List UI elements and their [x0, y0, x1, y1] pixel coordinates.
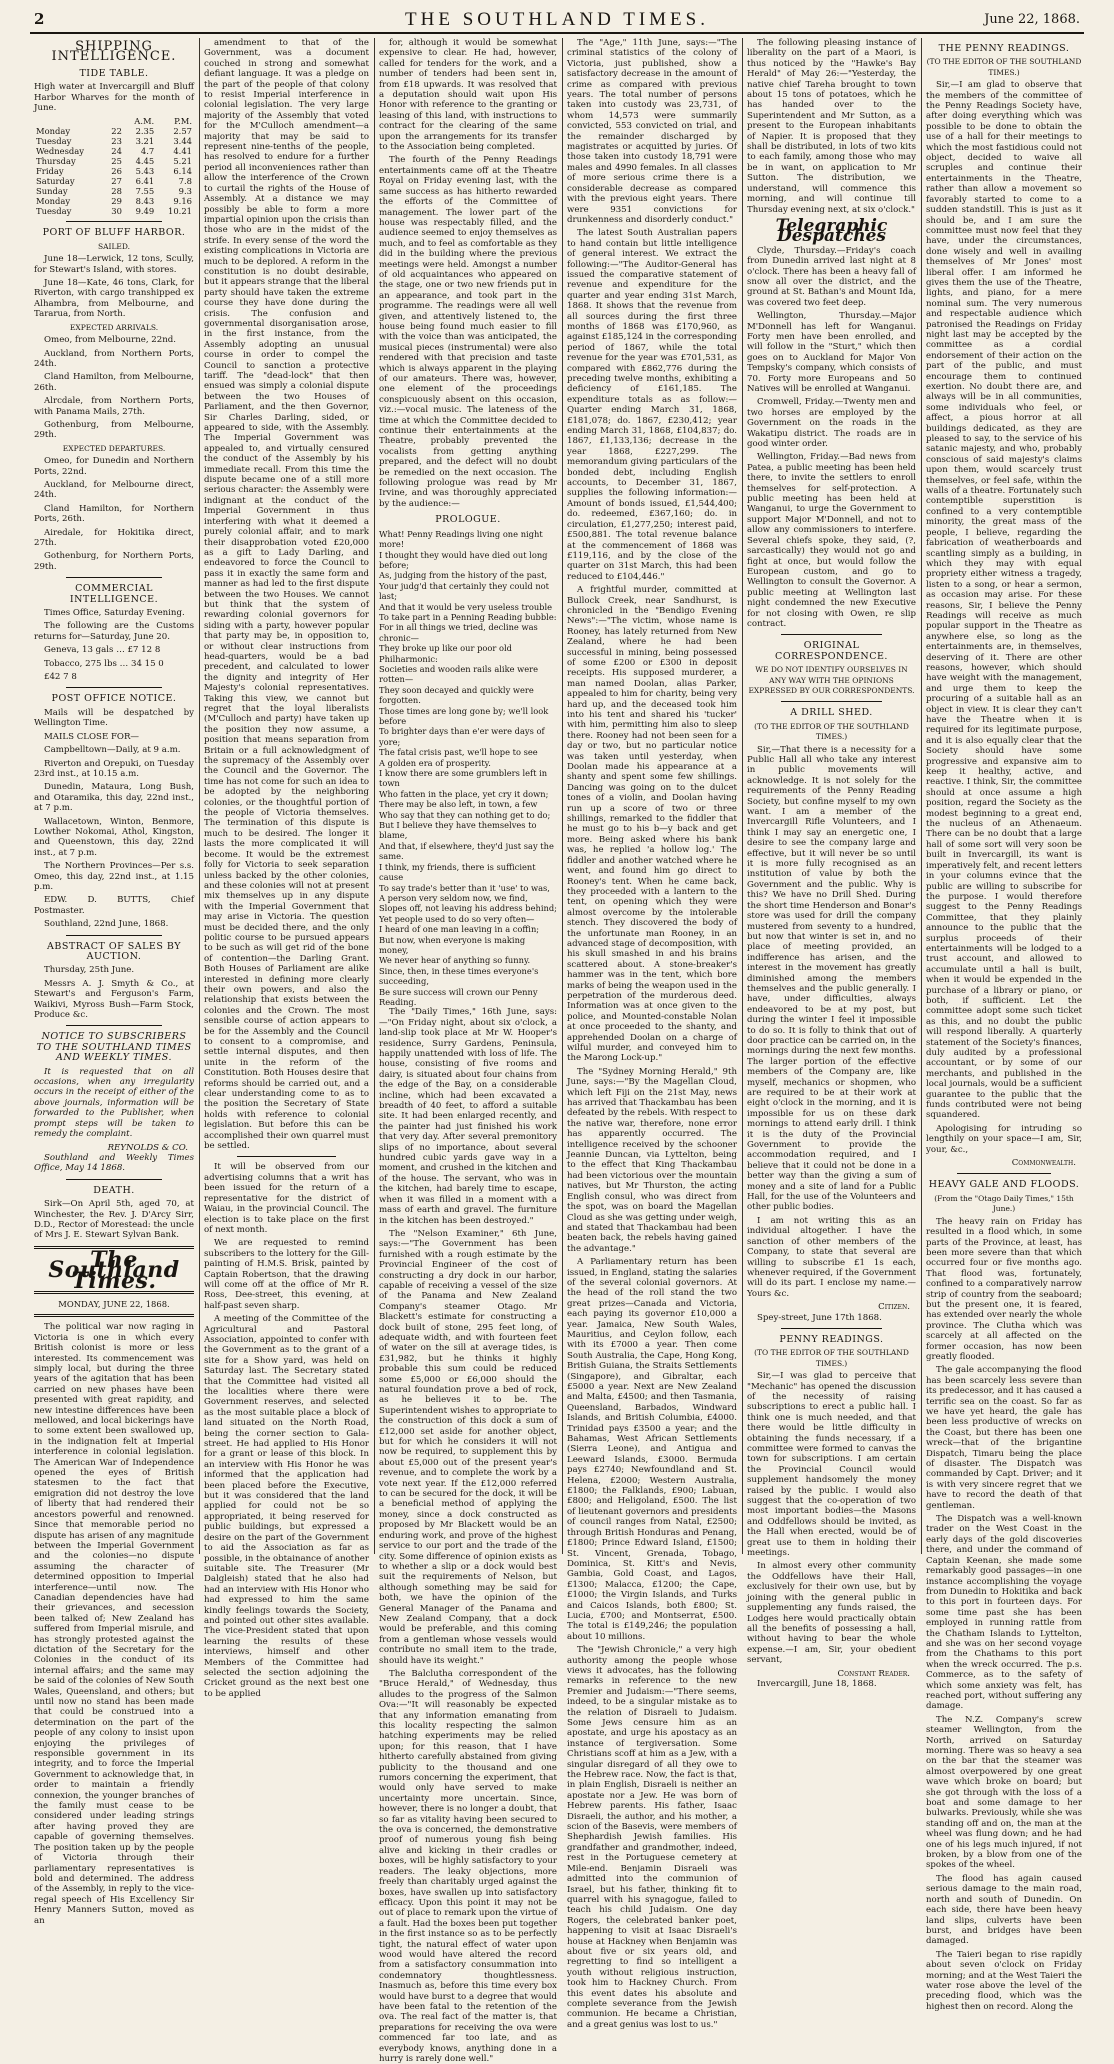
- text-paragraph: They soon decayed and quickly were forgotten.: [379, 684, 534, 706]
- news-extracts-2: [567, 38, 737, 2030]
- text-paragraph: But now, when everyone is making money,: [379, 934, 526, 955]
- tide-cell: 6.14: [173, 166, 192, 177]
- commercial-heading: COMMERCIAL INTELLIGENCE.: [69, 583, 159, 605]
- text-paragraph: EDW. D. BUTTS, Chief Postmaster.: [34, 895, 194, 916]
- tide-cell: Thursday: [36, 156, 76, 167]
- text-paragraph: Alrcdale, from Northern Ports, with Panama Mails, 27th.: [34, 396, 194, 417]
- shipping-heading: SHIPPING INTELLIGENCE.: [51, 39, 177, 65]
- notice-signature: REYNOLDS & CO.: [107, 1142, 188, 1153]
- text-paragraph: Omeo, from Melbourne, 22nd.: [44, 335, 176, 346]
- tide-cell: Wednesday: [36, 146, 84, 157]
- text-paragraph: Apologising for intruding so lengthily on your space—I am, Sir, your, &c.,: [926, 1123, 1082, 1155]
- text-paragraph: June 18—Kate, 46 tons, Clark, for Riverton, with cargo transhipped ex Alhambra, from Melbourne, and Tararua, from North.: [34, 278, 194, 320]
- departures-label: EXPECTED DEPARTURES.: [62, 443, 166, 453]
- text-paragraph: Geneva, 13 gals … £7 12 8: [44, 645, 161, 656]
- drill-to-editor: (TO THE EDITOR OF THE SOUTHLAND TIMES.): [754, 721, 909, 742]
- text-paragraph: I heard of one man leaving in a coffin;: [379, 924, 540, 935]
- text-paragraph: I am not writing this as an individual altogether. I have the sanction of other members of the Company, to state that several are willing to subscribe £1 1s each, whenever required, if the Government will do its part. I enclose my name.—Yours &c.: [747, 1215, 916, 1299]
- tide-column-header: [104, 116, 124, 126]
- drill-shed-heading: A DRILL SHED.: [790, 707, 873, 719]
- tide-table: [34, 116, 194, 216]
- tide-cell: 25: [111, 156, 122, 167]
- tide-cell: 4.7: [140, 146, 155, 157]
- gale-heading: HEAVY GALE AND FLOODS.: [928, 1179, 1080, 1191]
- death-heading: DEATH.: [93, 1184, 135, 1196]
- auction-heading: ABSTRACT OF SALES BY AUCTION.: [47, 940, 181, 962]
- text-paragraph: The Northern Provinces—Per s.s. Omeo, this day, 22nd inst., at 1.15 p.m.: [34, 861, 194, 892]
- tide-cell: Tuesday: [36, 136, 72, 147]
- text-paragraph: Those times are long gone by; we'll look before: [379, 705, 549, 726]
- tide-cell: 3.21: [135, 136, 155, 147]
- text-paragraph: There may be also left, in town, a few: [379, 799, 538, 810]
- text-paragraph: Mails will be despatched by Wellington Time.: [34, 707, 194, 729]
- text-paragraph: Thursday, 25th June.: [44, 965, 135, 976]
- tide-cell: 8.43: [135, 196, 155, 207]
- masthead: [30, 8, 1084, 34]
- tide-cell: 9.3: [178, 186, 192, 197]
- text-paragraph: The latest South Australian papers to hand contain but little intelligence of general interest. We extract the following:—"The Auditor-General has issued the comparative statement of revenue and expenditure for the quarter and year ending 31st March, 1868. It shows that the revenue from all sources during the first three months of 1868 was £170,960, as against £185,124 in the corresponding period of 1867, while the total revenue for the year was £701,531, as compared with £862,776 during the preceding twelve months, exhibiting a deficiency of £161,185. The expenditure totals as as follow:—Quarter ending March 31, 1868, £181,078; do. 1867, £230,412; year ending March 31, 1868, £104,837; do. 1867, £1,133,136; decrease in the year 1868, £227,299. The memorandum giving particulars of the bonded debt, including English accounts, to December 31, 1867, supplies the following information:—Amount of bonds issued, £1,544,400; do. redeemed, £367,160; do. in circulation, £1,277,250; interest paid, £500,881. The total revenue balance at the commencement of 1868 was £119,116, and by the close of the quarter on 31st March, this had been reduced to £104,446.": [567, 228, 737, 582]
- text-paragraph: A meeting of the Committee of the Agricultural and Pastoral Association, appointed to confer with the Government as to the grant of a site for a Show yard, was held on Saturday last. The Secretary stated that the Committee had visited all the localities where there were Government reserves, and selected as the most suitable place a block of land situated on the North Road, being the corner section to Gala-street. He had applied to His Honor for a grant or lease of this block. In an interview with His Honor he was informed that the application had been placed before the Executive, but it was considered that the land applied for could not be so appropriated, it being reserved for public buildings, but expressed a desire on the part of the Government to aid the Association as far as possible, in the obtainance of another suitable site. The Treasurer (Mr Dalgleish) stated that he also had had an interview with His Honor who had expressed to him the same kindly feelings towards the Society, and pointed out other sites available. The vice-President stated that upon learning the results of these interviews, himself and other Members of the Committee had selected the section adjoining the Cricket ground as the next best one to be applied: [204, 1314, 369, 1699]
- commonwealth-signature: Commonwealth.: [1011, 1158, 1076, 1169]
- text-paragraph: The fourth of the Penny Readings entertainments came off at the Theatre Royal on Friday evening last, with the same success as has hitherto rewarded the efforts of the Committee of management. The lower part of the house was respectably filled, and the audience seemed to enjoy themselves as much, and to feel as comfortable as they did in the building where the previous meetings were held. Amongst a number of old acquaintances who appeared on the stage, one or two new friends put in an appearance, and took part in the programme. The readings were all well given, and attentively listened to, the house being found much easier to fill with the voice than was anticipated, the musical pieces (instrumental) were also rendered with that precision and taste which is always apparent in the playing of our amateurs. There was, however, one element of the proceedings conspicuously absent on this occasion, viz.:—vocal music. The lateness of the time at which the Committee decided to continue their entertainments at the Theatre, probably prevented the vocalists from getting anything prepared, and the defect will no doubt be remedied on the next occasion. The following prologue was read by Mr Irvine, and was thoroughly appreciated by the audience:—: [379, 155, 557, 509]
- port-heading: PORT OF BLUFF HARBOR.: [42, 227, 186, 239]
- prologue-poem: [379, 529, 557, 1008]
- text-paragraph: Who say that they can nothing get to do;: [379, 809, 551, 820]
- tide-cell: 28: [111, 186, 122, 197]
- penny-readings-letter: [747, 1371, 916, 1665]
- telegraphic-text: [747, 246, 916, 630]
- text-paragraph: The "Nelson Examiner," 6th June, says:—"The Government has been furnished with a rough estimate by the Provincial Engineer of the cost of constructing a dry dock in our harbor, capable of receiving a vessel of the size of the Panama and New Zealand Company's steamer Otago. Mr Blackett's estimate for constructing a dock built of stone, 295 feet long, of adequate width, and with fourteen feet of water on the sill at average tides, is £31,982, but he thinks it highly probable this sum could be reduced some £5,000 or £6,000 should the natural foundation prove a bed of rock, as he believes it to be. The Superintendent wishes to appropriate to the construction of this dock a sum of £12,000 set aside for another object, but for which he considers it will not now be required, to supplement this by about £5,000 out of the present year's revenue, and to complete the work by a vote next year. If the £12,000 referred to can be secured for the dock, it will be a beneficial method of applying the money, since a dock constructed as proposed by Mr Blackett would be an enduring work, and prove of the highest service to our port and the trade of the city. Some difference of opinion exists as to whether a slip or a dock would best suit the requirements of Nelson, but although something may be said for both, we have the opinion of the General Manager of the Panama and New Zealand Company, that a dock would be preferable, and this coming from a gentleman whose vessels would contribute no small item to the trade, should have its weight.": [379, 1228, 557, 1666]
- text-paragraph: I think, my friends, there is sufficient cause: [379, 861, 536, 883]
- text-paragraph: Gothenburg, for Northern Ports, 29th.: [34, 551, 194, 572]
- drill-shed-letter: [747, 745, 916, 1300]
- text-paragraph: The fatal crisis past, we'll hope to see: [379, 747, 538, 758]
- tide-cell: 9.49: [135, 206, 155, 217]
- text-paragraph: Yet people used to do so very often—: [379, 913, 535, 924]
- text-paragraph: And that it would be very useless trouble: [379, 601, 553, 612]
- tide-row: [34, 186, 194, 196]
- tide-row: [34, 136, 194, 146]
- text-paragraph: Campbelltown—Daily, at 9 a.m.: [44, 745, 181, 756]
- tide-row: [34, 126, 194, 136]
- local-notes-continued: [379, 38, 557, 509]
- text-paragraph: To say trade's better than it 'use' to was,: [379, 882, 550, 893]
- text-paragraph: Who fatten in the place, yet cry it down;: [379, 788, 549, 799]
- commercial-text: [34, 608, 194, 682]
- column-5: [747, 38, 916, 1689]
- issue-date-line: MONDAY, JUNE 22, 1868.: [58, 1298, 170, 1309]
- subscribers-notice-heading: NOTICE TO SUBSCRIBERS TO THE SOUTHLAND TIMES AND WEEKLY TIMES.: [36, 1031, 192, 1064]
- text-paragraph: They broke up like our poor old Philharmonic:: [379, 643, 512, 664]
- text-paragraph: Slopes off, not leaving his address behind;: [379, 903, 557, 914]
- arrivals-text: [34, 335, 194, 441]
- tide-cell: 2.57: [173, 126, 192, 137]
- text-paragraph: To take part in a Penning Reading bubble:: [379, 611, 557, 622]
- text-paragraph: The "Daily Times," 16th June, says:—"On Friday night, about six o'clock, a land-slip took place at Mr W. Hooper's residence, Surry Gardens, Peninsula, happily unattended with loss of life. The house, consisting of five rooms and dairy, is situated about four chains from the edge of the Bay, on a considerable incline, which had been excavated a breadth of 40 feet, to afford a suitable site. It had been enlarged recently, and the painter had just finished his work that very day. After several premonitory slips of no importance, about several hundred cubic yards gave way in a moment, and crushed in the kitchen and of the house. The servant, who was in the kitchen, had barely time to escape, when it was filled in a moment with a mass of earth and gravel. The furniture in the kitchen has been destroyed.": [379, 1007, 557, 1226]
- penny-readings-heading: THE PENNY READINGS.: [938, 43, 1070, 54]
- column-3: [379, 38, 558, 2064]
- local-notes: [204, 1162, 369, 1699]
- text-paragraph: A person very seldom now, we find,: [379, 892, 528, 903]
- tide-cell: 5.21: [173, 156, 192, 167]
- text-paragraph: The "Age," 11th June, says:—"The criminal statistics of the colony of Victoria, just published, show a satisfactory decrease in the amount of crime as compared with previous years. The total number of persons taken into custody was 23,731, of whom 14,573 were summarily convicted, 553 convicted on trial, and the remainder discharged by magistrates or acquitted by juries. Of those taken into custody 18,791 were males and 4990 females. In all classes of more serious crime there is a considerable decrease as compared with the previous eight years. There were 9351 convictions for drunkenness and disorderly conduct.": [567, 38, 737, 225]
- text-paragraph: The heavy rain on Friday has resulted in a flood which, in some parts of the Province, at least, has been more severe than that which occurred four or five months ago. That flood was, fortunately, confined to a comparatively narrow strip of country from the seaboard; but the present one, it is feared, has extended over nearly the whole province. The Clutha which was scarcely at all affected on the former occasion, has now been greatly flooded.: [926, 1216, 1082, 1362]
- tide-cell: 4.45: [135, 156, 155, 167]
- penny-readings-to-editor: (TO THE EDITOR OF THE SOUTHLAND TIMES.): [926, 57, 1082, 77]
- tide-cell: 23: [111, 136, 122, 147]
- notice-footer: Southland and Weekly Times Office, May 14 1868.: [34, 1152, 194, 1174]
- text-paragraph: Auckland, from Northern Ports, 24th.: [34, 348, 194, 369]
- gale-source: (From the "Otago Daily Times," 15th June.): [934, 1193, 1074, 1214]
- text-paragraph: MAILS CLOSE FOR—: [44, 731, 140, 742]
- sailed-text: [34, 254, 194, 319]
- text-paragraph: The Taieri began to rise rapidly about seven o'clock on Friday morning; and at the West Taieri the water rose above the level of the preceding flood, which was the highest then on record. Along the: [926, 1949, 1082, 2012]
- text-paragraph: Omeo, for Dunedin and Northern Ports, 22nd.: [34, 456, 194, 477]
- text-paragraph: Auckland, for Melbourne direct, 24th.: [34, 479, 194, 501]
- post-office-text: [34, 708, 194, 930]
- column-6: [926, 38, 1082, 2012]
- sailed-label: SAILED.: [97, 241, 131, 251]
- text-paragraph: Airedale, for Hokitika direct, 27th.: [34, 527, 194, 548]
- text-paragraph: The "Sydney Morning Herald," 9th June, says:—"By the Magellan Cloud, which left Fiji on the 21st May, news has arrived that Thackambau has been defeated by the rebels. With respect to the native war, therefore, none error has apparently occurred. The intelligence received by the schooner Jeannie Duncan, via Lyttelton, being to the effect that King Thackambau had been victorious over the mountain natives, but Mr Thurston, the acting English consul, who was direct from the spot, was on board the Magellan Cloud as she was getting under weigh, and stated that Thackambau had been beaten back, the rebels having gained the advantage.": [567, 1066, 738, 1254]
- masthead-title: THE SOUTHLAND TIMES.: [405, 9, 709, 30]
- column-rule: [374, 38, 375, 1554]
- tide-column-header: A.M.: [134, 116, 155, 127]
- tide-cell: 26: [111, 166, 122, 177]
- text-paragraph: Clyde, Thursday.—Friday's coach from Dunedin arrived last night at 8 o'clock. There has been a heavy fall of snow all over the district, and the ground at St. Bathan's and Mount Ida, was covered two feet deep.: [747, 245, 916, 308]
- text-paragraph: What! Penny Readings living one night more!: [379, 528, 543, 550]
- text-paragraph: Times Office, Saturday Evening.: [44, 608, 185, 619]
- text-paragraph: Sir,—I was glad to perceive that "Mechanic" has opened the discussion of the necessity of raising subscriptions to erect a public hall. I think one is much needed, and that there would be little difficulty in obtaining the funds necessary, if a committee were formed to canvas the town for subscriptions. I am certain the Provincial Council would supplement handsomely the money raised by the public. I would also suggest that the co-operation of two most important bodies—the Masons and Oddfellows should be invited, as the Hall when erected, would be of great use to them in holding their meetings.: [747, 1371, 916, 1559]
- tide-cell: 24: [111, 146, 122, 157]
- tide-cell: 3.44: [173, 136, 192, 147]
- text-paragraph: As, judging from the history of the past,: [379, 570, 548, 581]
- text-paragraph: Cromwell, Friday.—Twenty men and two horses are employed by the Government on the roads in the Wakatipu district. The roads are in good winter order.: [747, 397, 916, 450]
- tide-row: [34, 166, 194, 176]
- tide-cell: 5.43: [135, 166, 155, 177]
- text-paragraph: A frightful murder, committed at Bullock Creek, near Sandhurst, is chronicled in the "Bendigo Evening News":—"The victim, whose name is Rooney, has lately returned from New Zealand, where he had been successful in mining, being possessed of some £200 or £300 in deposit receipts. His supposed murderer, a man named Doolan, alias Parker, appealed to him for charity, being very hard up, and the deceased took him into his tent and shared his 'tucker' with him, permitting him also to sleep there. Rooney had not been seen for a day or two, but no particular notice was taken until yesterday, when Doolan made his appearance at a shanty and spent some few shillings. Dancing was going on to the dulcet tones of a violin, and Doolan having run up a score of two or three shillings, remarked to the fiddler that he must go to his b—y back and get more. Being asked where his bank was, he replied 'a hollow log.' The fiddler and another watched where he went, and found him go direct to Rooney's tent. When he came back, they proceeded with a lantern to the tent, on opening which they were almost overcome by the intolerable stench. They discovered the body of the unfortunate man Rooney, in an advanced stage of decomposition, with his skull smashed in and his brains scattered about. A stone-breaker's hammer was in the tent, which bore marks of being the weapon used in the perpetration of the murderous deed. Information was at once given to the police, and Mounted-constable Nolan at once proceeded to the shanty, and apprehended Doolan on a charge of wilful murder, and conveyed him to the Marong Lock-up.": [567, 585, 737, 1064]
- text-paragraph: The Balclutha correspondent of the "Bruce Herald," of Wednesday, thus alludes to the progress of the Salmon Ova:—"It will reasonably be expected that any information emanating from this locality respecting the salmon hatching experiments may be relied upon; for this reason, that I have hitherto carefully abstained from giving publicity to the thousand and one rumors concerning the experiment, that would only have served to make uncertainty more uncertain. Since, however, there is no longer a doubt, that so far as vitality having been secured to the ova is concerned, the demonstrative proof of numerous young fish being alive and kicking in their cradles or boxes, will be highly satisfactory to your readers. The leaky objections, more freely than charitably urged against the boxes, have swallen up into satisfactory efficacy. Upon this point it may not be out of place to remark upon the virtue of a fault. Had the boxes been put together in the first instance so as to be perfectly tight, the natural effect of water upon wood would have altered the record from a satisfactory consummation into condemnatory thoughtlessness. Inasmuch as, before this time every box would have burst to a degree that would have been fatal to the retention of the ova. The real fact of the matter is, that preparations for receiving the ova were commenced far too late, and as everybody knows, anything done in a hurry is rarely done well.": [379, 1668, 558, 2064]
- tide-intro: High water at Invercargill and Bluff Harbor Wharves for the month of June.: [34, 82, 194, 114]
- text-paragraph: For in all things we tried, decline was chronic—: [379, 622, 538, 643]
- column-rule: [921, 38, 922, 1554]
- prologue-title: PROLOGUE.: [435, 514, 501, 526]
- column-2: [204, 38, 369, 1699]
- text-paragraph: I thought they would have died out long before;: [379, 549, 548, 570]
- tide-cell: 7.55: [135, 186, 155, 197]
- text-paragraph: Wellington, Thursday.—Major M'Donnell has left for Wanganui. Forty men have been enrolled, and will follow in the "Sturt," which then goes on to Auckland for Major Von Tempsky's company, which consists of 70. Forty more Europeans and 50 Natives will be enrolled at Wanganui.: [747, 311, 916, 394]
- text-paragraph: The Dispatch was a well-known trader on the West Coast in the early days of the gold discoveries there, and under the command of Captain Keenan, she made some remarkably good passages—in one instance accomplishing the voyage from Dunedin to Hokitika and back to this port in fourteen days. For some time past she has been employed in running rattle from the Chatham Islands to Lyttelton, and she was on her second voyage from the Chathams to this port when the wreck occurred. The p.s. Commerce, as to the safety of which some anxiety was felt, has reached port, without suffering any damage.: [926, 1514, 1082, 1712]
- text-paragraph: Sir,—That there is a necessity for a Public Hall all who take any interest in public movements will acknowledge. It is not solely for the requirements of the Penny Reading Society, but confine myself to my own want. I am a member of the Invercargill Rifle Volunteers, and I think I may say an energetic one, I desire to see the company large and effective, but it will never be so until it is more fully recognised as an institution of value by both the Government and the public. Why is this? We have no Drill Shed. During the short time Henderson and Bonar's store was used for drill the company mustered from seventy to a hundred, but now that winter is set in, and no place of meeting provided, an indifference has arisen, and the interest in the movement has greatly diminished among the members themselves and the public generally. I have, under difficulties, always endeavored to be at my post, but during the winter I feel it impossible to do so. It is folly to think that out of door practice can be carried on, in the mornings during the next few months. The larger portion of the effective members of the Company are, like myself, mechanics or shopmen, who are required to be at their work at eight o'clock in the morning, and it is impossible for us on these dark mornings to attend early drill. I think it is the duty of the Provincial Government to provide the accommodation required, and I believe that it could not be done in a better way than the giving a sum of money and a site of land for a Public Hall, for the use of the Volunteers and other public bodies.: [747, 744, 916, 1213]
- text-paragraph: Your judg'd that certainly they could not last;: [379, 580, 550, 602]
- column-1: [34, 38, 194, 1926]
- text-paragraph: Gothenburg, from Melbourne, 29th.: [34, 419, 194, 441]
- penny-signature: Constant Reader.: [837, 1668, 910, 1679]
- text-paragraph: In almost every other community the Oddfellows have their Hall, exclusively for their own use, but by joining with the general public in supplementing any funds raised, the Lodges here would practically obtain all the benefits of possessing a hall, without having to bear the whole expense.—I am, Sir, your obedient servant,: [747, 1561, 916, 1666]
- tide-cell: Friday: [36, 166, 64, 177]
- text-paragraph: The flood has again caused serious damage to the main road, north and south of Dunedin. On each side, there have been heavy land slips, culverts have been burst, and bridges have been damaged.: [926, 1873, 1082, 1947]
- drill-signature: Citizen.: [878, 1302, 910, 1313]
- tide-row: [34, 206, 194, 216]
- text-paragraph: We never hear of anything so funny.: [379, 955, 531, 966]
- tide-cell: 29: [111, 196, 122, 207]
- text-paragraph: To brighter days than e'er were days of yore;: [379, 726, 545, 747]
- tide-cell: 22: [111, 126, 122, 137]
- penny-to-editor: (TO THE EDITOR OF THE SOUTHLAND TIMES.): [754, 1348, 909, 1368]
- drill-date: Spey-street, June 17th 1868.: [757, 1312, 882, 1323]
- column-rule: [742, 38, 743, 1554]
- text-paragraph: We are requested to remind subscribers to the lottery for the Gill-painting of H.M.S. Brisk, painted by Captain Robertson, that the drawing will come off at the office of Mr R. Ross, Dee-street, this evening, at half-past seven sharp.: [204, 1238, 369, 1311]
- tide-row: [34, 176, 194, 186]
- text-paragraph: £42 7 8: [44, 672, 77, 683]
- tide-cell: Sunday: [36, 186, 68, 197]
- masthead-date: June 22, 1868.: [984, 12, 1080, 27]
- text-paragraph: And that, if elsewhere, they'd just say the same.: [379, 840, 554, 862]
- text-paragraph: A golden era of prosperity.: [379, 757, 491, 768]
- tide-row: [34, 156, 194, 166]
- departures-text: [34, 456, 194, 572]
- text-paragraph: A Parliamentary return has been issued, in England, stating the salaries of the several colonial governors. At the head of the roll stand the two great prizes—Canada and Victoria, each paying its governor £10,000 a year. Jamaica, New South Wales, Mauritius, and Ceylon follow, each with its £7000 a year. Then come South Australia, the Cape, Hong Kong, British Guiana, the Straits Settlements (Singapore), and Gibraltar, each £5000 a year. Next are New Zealand and Malta, £4500; and then Tasmania, Queensland, Barbados, Windward Islands, and British Columbia, £4000. Trinidad pays £3500 a year; and the Bahamas, West African Settlements (Sierra Leone), and Antigua and Leeward Islands, £3000. Bermuda pays £2740; Newfoundland and St. Helena, £2000; Western Australia, £1800; the Falklands, £900; Labuan, £800; and Heligoland, £500. The list of lieutenant governors and presidents of council ranges from Natal, £2500; through British Honduras and Penang, £1800; Prince Edward Island, £1500; St. Vincent, Grenada, Tobago, Dominica, St. Kitt's and Nevis, Gambia, Gold Coast, and Lagos, £1300; Malacca, £1200; the Cape, £1000; the Virgin Islands, and Turks and Caicos Islands, both £800; St. Lucia, £700; and Montserrat, £500. The total is £149,246; the population about 10 millions.: [567, 1257, 737, 1642]
- tide-row: [34, 196, 194, 206]
- text-paragraph: Cland Hamilton, for Northern Ports, 26th.: [34, 503, 194, 525]
- text-paragraph: Be sure success will crown our Penny Reading.: [379, 986, 538, 1007]
- editorial-text: The political war now raging in Victoria is one in which every British colonist is more or less interested. Its commencement was simply local, but during the three years of the agitation that has been carried on new phases have been presented with great rapidity, and new intestine differences have been mellowed, and local bickerings have to some extent been swallowed up, in the indignation felt at Imperial interference in colonial legislation. The American War of Independence opened the eyes of British statesmen to the fact that emigration did not destroy the love of liberty that had rendered their ancestors powerful and renowned. Since that memorable period no dispute has arisen of any magnitude between the Imperial Government and the colonies—no dispute assuming the character of determined opposition to Imperial interference—until now. The Canadian dependencies have had their grievances, and secession been talked of; New Zealand has suffered from Imperial misrule, and has strongly protested against the dictation of the Secretary for the Colonies in the conduct of its internal affairs; and the same may be said of the colonies of New South Wales, Queensland, and others; but until now no stand has been made that could be construed into a determination on the part of the people of any colony to insist upon enjoying the privileges of responsible government in its integrity, and to force the Imperial Government to acknowledge that, in order to maintain a friendly connexion, the younger branches of the family must cease to be considered under leading strings after having proved they are capable of governing themselves. The position taken up by the people of Victoria through their parliamentary representatives is bold and determined. The address of the Assembly, in reply to the vice-regal speech of His Excellency Sir Henry Manners Sutton, moved as an: [34, 1322, 194, 1926]
- post-office-heading: POST OFFICE NOTICE.: [51, 693, 177, 705]
- telegraphic-heading: Telegraphic Despatches: [775, 215, 888, 247]
- correspondence-heading: ORIGINAL CORRESPONDENCE.: [775, 640, 888, 662]
- text-paragraph: Cland Hamilton, from Melbourne, 26th.: [34, 372, 194, 393]
- tide-cell: 10.21: [168, 206, 192, 217]
- news-extracts: [379, 1007, 557, 2064]
- tide-column-header: [34, 116, 104, 126]
- correspondence-disclaimer: WE DO NOT IDENTIFY OURSELVES IN ANY WAY WITH THE OPINIONS EXPRESSED BY OUR CORRESPONDENTS.: [748, 665, 915, 695]
- column-rule: [199, 38, 200, 1554]
- text-paragraph: Sir,—I am glad to observe that the members of the committee of the Penny Readings Society have, after doing everything which was possible to be done to obtain the use of a hall for their meetings to which the most fastidious could not object, decided to waive all scruples and continue their entertainments in the Theatre, rather than allow a movement so favorably started to come to a sudden standstill. This is just as it should be, and I am sure the committee must now feel that they have, under the circumstances, done wisely and well in availing themselves of Mr Jones' most liberal offer. I am informed he gives them the use of the Theatre, lights, and piano, for a mere nominal sum. The very numerous and respectable audience which patronised the Readings on Friday night last may be accepted by the committee as a cordial endorsement of their action on the part of the public, and must encourage them to continued exertion. No doubt there are, and always will be in all communities, some individuals who feel, or affect, a pious horror at all buildings dedicated, as they are pleased to say, to the service of his satanic majesty, and who, probably conscious of said majesty's claims upon them, would scarcely trust themselves, or feel safe, within the walls of a theatre. Fortunately such contemptible superstition is confined to a very contemptible minority, the great mass of the people, I believe, regarding the fabrication of weatherboards and scantling simply as a building, in which they may with equal propriety either witness a tragedy, listen to a song, or hear a sermon, as occasion may arise. For these reasons, Sir, I believe the Penny Readings will receive as much popular support in the Theatre as anywhere else, so long as the entertainments are, in themselves, deserving of it. There are other reasons, however, which should have weight with the management, and urge them to keep the procuring of a suitable hall as an object in view. It is clear they can't have the Theatre when it is required for its legitimate purpose, and it is also equally clear that the Society should have some progressive and expansive aim to keep it healthy, active, and reactive. I think, Sir, the committee should at once assume a high position, regard the Society as the modest beginning to a great end, the nucleus of an Athenaeum. There can be no doubt that a large hall of some sort will very soon be built in Invercargill, its want is imperatively felt, and recent letters in your columns evince that the public are willing to subscribe for the purpose. I would therefore suggest to the Penny Readings Committee, that they plainly announce to the public that the surplus proceeds of their entertainments will be lodged to a trust account, and allowed to accumulate until a hall is built, when it would be expended in the purchase of a library or piano, or both, if sufficient. Let the committee adopt some such ticket as this, and no doubt the public will respond liberally. A quarterly statement of the Society's finances, duly audited by a professional accountant, or by some of our merchants, and published in the local journals, would be a sufficient guarantee to the public that the funds contributed were not being squandered.: [926, 80, 1082, 1121]
- text-paragraph: The following are the Customs returns for—Saturday, June 20.: [34, 621, 194, 642]
- tide-cell: 9.16: [173, 196, 192, 207]
- text-paragraph: Wallacetown, Winton, Benmore, Lowther Nokomai, Athol, Kingston, and Queenstown, this day, 22nd inst., at 7 p.m.: [34, 816, 194, 858]
- tide-cell: Monday: [36, 126, 71, 137]
- editorial-continued: amendment to that of the Government, was a document couched in strong and somewhat defiant language. It was a pledge on the part of the people of that colony to resist Imperial interference in colonial legislation. The very large majority of the Assembly that voted for the M'Culloch amendment—a majority that may be said to represent nine-tenths of the people, has resolved to endure for a further period all inconveniences rather than allow the interference of the Crown to curtail the rights of the House of Assembly. At a distance we may possibly be able to form a more impartial opinion upon the crisis than those who are in the midst of the strife. In every sense of the word the existing complications in Victoria are much to be deplored. A reform in the constitution is no doubt desirable, but it appears strange that the liberal party should have taken the extreme course they have done during the crisis. The confusion and governmental disorganisation arose, in the first instance, from the Assembly adopting an unusual course in order to compel the Council to sanction a protective tariff. The "dead-lock" that then ensued was simply a colonial dispute between the two Houses of Parliament, and the then Governor, Sir Charles Darling, sided, or appeared to side, with the Assembly. The Imperial Government was appealed to, and virtually censured the conduct of the Assembly by his immediate recall. From this time the dispute became one of a still more serious character: the Assembly were indignant at the conduct of the Imperial Government in thus interfering with what it deemed a purely colonial affair, and to mark their disapprobation voted £20,000 as a gift to Lady Darling, and endeavored to force the Council to pass it in exactly the same form and manner as had led to the first dispute between the two Houses. We cannot but think that the system of rewarding colonial governors for siding with a party, however popular that party may be, in opposition to, or without clear instructions from head-quarters, would be a bad precedent, and calculated to lower the dignity and integrity of Her Majesty's colonial representatives. Taking this view, we cannot but regret that the loyal liberalists (M'Culloch and party) have taken up the position they now assume, a position that means separation from Britain or a full acknowledgment of the supremacy of the Assembly over the Council and the Governor. The time has not come for such an idea to be adopted by the neighboring colonies, or the thoughtful portion of the people of Victoria themselves. The termination of this dispute is much to be desired. The longer it lasts the more complicated it will become. It would be the extremest folly for Victoria to seek separation unless backed by the other colonies, and these colonies will not at present mix themselves up in any dispute with the Imperial Government that may arise in Victoria. The question must be decided there, and the only politic course to be pursued appears to be such as will get rid of the bone of contention—the Darling Grant. Both Houses of Parliament are alike interested in defining more clearly their own powers, and also the relationship that exists between the colonies and the Crown. The most sensible course of action appears to be for the Assembly and the Council to consent to a compromise, and settle internal disputes, and then unite in the reform of the Constitution. Both Houses desire that reforms should be carried out, and a clear understanding come to as to the position the Secretary of State holds with reference to colonial legislation. But before this can be accomplished their own quarrel must be settled.: [204, 38, 369, 1152]
- tide-cell: Monday: [36, 196, 71, 207]
- column-4: [567, 38, 738, 2030]
- penny-readings-letter-heading: PENNY READINGS.: [779, 1333, 884, 1345]
- penny-readings-letter-2: [926, 80, 1082, 1155]
- tide-column-header: P.M.: [174, 116, 192, 127]
- text-paragraph: Messrs A. J. Smyth & Co., at Stewart's and Ferguson's Farm, Waikivi, Myross Bush—Farm Stock, Produce &c.: [34, 978, 194, 1021]
- column-rule: [562, 38, 563, 1554]
- auction-text: [34, 965, 194, 1020]
- tide-cell: 27: [111, 176, 122, 187]
- tide-heading: TIDE TABLE.: [79, 67, 149, 79]
- text-paragraph: for, although it would be somewhat expensive to clear. He had, however, called for tenders for the work, and a number of tenders had been sent in, from £18 upwards. It was resolved that a deputation should wait upon His Honor with reference to the granting or leasing of this land, with instructions to contract for the clearing of the same upon the arrangements for its transfer to the Association being completed.: [379, 38, 557, 153]
- tide-cell: 2.35: [135, 126, 155, 137]
- tide-cell: Saturday: [36, 176, 75, 187]
- subscribers-notice-text: It is requested that on all occasions, when any irregularity occurs in the receipt of either of the above journals, information will be forwarded to the Publisher, when prompt steps will be taken to remedy the complaint.: [34, 1066, 194, 1140]
- tide-cell: 7.8: [178, 176, 192, 187]
- text-paragraph: Societies and wooden rails alike were rotten—: [379, 663, 539, 685]
- tide-cell: Tuesday: [36, 206, 72, 217]
- tide-cell: 30: [111, 206, 122, 217]
- text-paragraph: It will be observed from our advertising columns that a writ has been issued for the return of a representative for the district of Waiau, in the provincial Council. The election is to take place on the first of next month.: [204, 1162, 369, 1235]
- tide-cell: 4.41: [173, 146, 192, 157]
- text-paragraph: Tobacco, 275 lbs … 34 15 0: [44, 658, 164, 669]
- tide-row: [34, 146, 194, 156]
- text-paragraph: But I believe they have themselves to blame,: [379, 820, 537, 841]
- text-paragraph: Dunedin, Mataura, Long Bush, and Otaramika, this day, 22nd inst., at 7 p.m.: [34, 782, 194, 814]
- text-paragraph: Riverton and Orepuki, on Tuesday 23rd inst., at 10.15 a.m.: [34, 758, 194, 779]
- death-notice: Sirk—On April 5th, aged 70, at Winchester, the Rev. J. D'Arcy Sirr, D.D., Rector of Morestead: the uncle of Mrs J. E. Stewart Sylvan Bank.: [34, 1199, 194, 1241]
- text-paragraph: Southland, 22nd June, 1868.: [44, 919, 169, 930]
- maori-liberality-note: The following pleasing instance of liberality on the part of a Maori, is thus noticed by the "Hawke's Bay Herald" of May 26:—"Yesterday, the native chief Tareha brought to town about 15 tons of potatoes, which he has handed over to the Superintendent and Mr Sutton, as a present to the European inhabitants of Napier. It is proposed that they shall be distributed, in lots of two kits to each family, among those who may be in want, on application to Mr Sutton. The distribution, we understand, will commence this morning, and will continue till Thursday evening next, at six o'clock.": [747, 38, 916, 215]
- penny-date: Invercargill, June 18, 1868.: [757, 1678, 877, 1689]
- text-paragraph: June 18—Lerwick, 12 tons, Scully, for Stewart's Island, with stores.: [34, 254, 194, 275]
- text-paragraph: The N.Z. Company's screw steamer Wellington, from the North, arrived on Saturday morning. There was so heavy a sea on the bar that the steamer was almost overpowered by one great wave which broke on board; but she got through with the loss of a boat and some damage to her bulwarks. Previously, while she was standing off and on, the man at the wheel was flung down; and he had one of his legs much injured, if not broken, by a blow from one of the spokes of the wheel.: [926, 1714, 1082, 1871]
- tide-cell: 6.41: [135, 176, 155, 187]
- page-number: 2: [34, 10, 45, 28]
- text-paragraph: Wellington, Friday.—Bad news from Patea, a public meeting has been held there, to invite the settlers to enroll themselves for self-protection. A public meeting has been held at Wanganui, to urge the Government to support Major M'Donnell, and not to allow any commissioners to interfere. Several chiefs spoke, they said, (?, sarcastically) they would not go and fight at once, but would follow the European custom, and go to Wellington to consult the Governor. A public meeting at Wellington last night condemned the new Executive for not closing with Owen, re slip contract.: [747, 452, 916, 629]
- text-paragraph: Since, then, in these times everyone's succeeding,: [379, 965, 539, 987]
- gale-text: [926, 1217, 1082, 2012]
- arrivals-label: EXPECTED ARRIVALS.: [69, 322, 159, 332]
- paper-title: The Southland Times.: [48, 1246, 180, 1294]
- text-paragraph: The "Jewish Chronicle," a very high authority among the people whose views it advocates, has the following remarks in reference to the new Premier and Judaism:—"There seems, indeed, to be a singular mistake as to the relation of Disraeli to Judaism. Some Jews censure him as an apostate, and urge his apostacy as an instance of tergiversation. Some Christians scoff at him as a Jew, with a singular disregard of all they owe to the Hebrew race. Now, the fact is that, in plain English, Disraeli is neither an apostate nor a Jew. He was born of Hebrew parents. His father, Isaac Disraeli, the author, and his mother, a scion of the Basevis, were members of Shephardish Jewish families. His grandfather and grandmother, indeed, rest in the Portuguese cemetery at Mile-end. Benjamin Disraeli was admitted into the communion of Israel, but his father, thinking fit to quarrel with his synagogue, failed to teach his child Judaism. One day Rogers, the celebrated banker poet, happening to visit at Isaac Disraeli's house at Hackney when Benjamin was about five or six years old, and regretting to find so intelligent a youth without religious instruction, took him to Hackney Church. From this event dates his absolute and complete severance from the Jewish communion. He became a Christian, and a great genius was lost to us.": [567, 1645, 737, 2030]
- text-paragraph: I know there are some grumblers left in town: [379, 768, 548, 789]
- text-paragraph: The gale accompanying the flood has been scarcely less severe than its predecessor, and it has caused a terrific sea on the coast. So far as we have yet heard, the gale has been less productive of wrecks on the Coast, but there has been one wreck—that of the brigantine Dispatch, Timaru being the place of disaster. The Dispatch was commanded by Capt. Driver; and it is with very sincere regret that we have to record the death of that gentleman.: [926, 1365, 1082, 1511]
